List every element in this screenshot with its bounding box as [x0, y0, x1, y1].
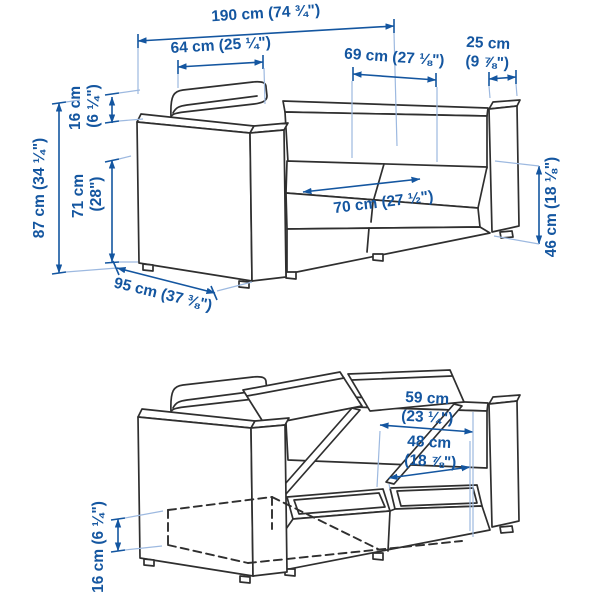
storage-depth-label-1: 59 cm — [404, 388, 450, 409]
dimension-end-unit-width — [465, 34, 517, 98]
armrest-height-label-2: (28") — [88, 176, 105, 212]
sofa-base — [286, 227, 490, 279]
total-width-label: 190 cm (74 ¾") — [210, 1, 321, 26]
headrest-height-label-2: (6 ¼") — [85, 84, 102, 128]
storage-depth-label-2: (23 ¼") — [400, 407, 454, 428]
storage-open-sofa-illustration — [138, 370, 520, 583]
storage-width-label-2: (18 ⅞") — [403, 451, 457, 472]
end-unit-width-label-1: 25 cm — [465, 33, 511, 54]
dimension-armrest-height — [70, 156, 138, 263]
assembled-sofa-illustration — [137, 82, 520, 288]
headrest-cushion — [171, 82, 267, 117]
armrest-height-label-1: 71 cm — [70, 174, 87, 218]
seat-width-label: 69 cm (27 ⅛") — [343, 45, 445, 70]
end-unit-storage-view — [489, 395, 520, 533]
seat-depth-label: 70 cm (27 ½") — [332, 187, 435, 218]
backrest — [283, 101, 488, 168]
plinth-height-label: 16 cm (6 ¼") — [90, 501, 107, 593]
total-height-label: 87 cm (34 ¼") — [31, 137, 48, 239]
armrest-storage-view — [138, 409, 289, 583]
headrest-height-label-1: 16 cm — [67, 86, 84, 130]
seat-height-label: 46 cm (18 ⅛") — [543, 156, 560, 258]
storage-width-label-1: 48 cm — [406, 432, 452, 453]
armrest — [137, 114, 288, 288]
headrest-width-label: 64 cm (25 ¼") — [170, 34, 272, 57]
dimension-headrest-height — [67, 84, 143, 130]
end-unit-width-label-2: (9 ⅞") — [465, 52, 510, 73]
storage-compartments — [253, 485, 490, 576]
end-unit — [489, 100, 520, 238]
total-depth-label: 95 cm (37 ⅜") — [112, 274, 214, 315]
